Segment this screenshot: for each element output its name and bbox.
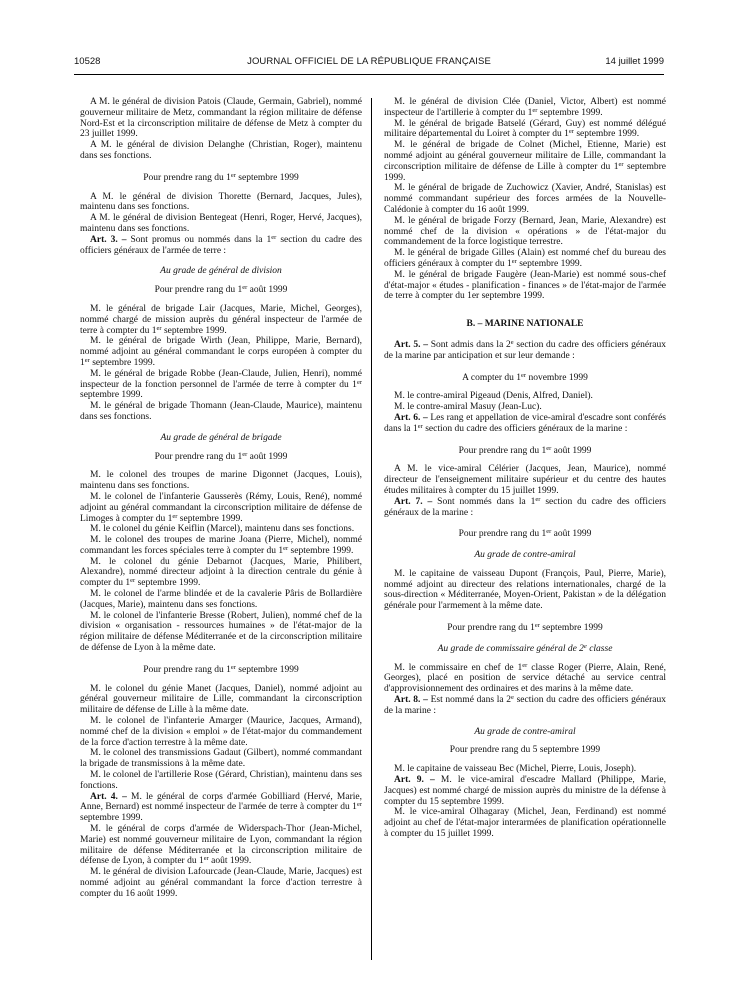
- rank-heading: A compter du 1er novembre 1999: [462, 371, 588, 383]
- article-8: Art. 8. – Est nommé dans la 2e section du cadre des officiers généraux de la marine :: [384, 694, 666, 716]
- paragraph: M. le général de brigade Wirth (Jean, Philippe, Marie, Bernard), nommé adjoint au général commandant le corps européen à compter du 1er septembre 1999.: [80, 336, 362, 368]
- rank-heading: Pour prendre rang du 5 septembre 1999: [449, 745, 601, 756]
- rank-heading: Pour prendre rang du 1er août 1999: [458, 528, 592, 540]
- paragraph: M. le général de brigade Thomann (Jean-Claude, Maurice), maintenu dans ses fonctions.: [80, 401, 362, 422]
- rank-heading: Pour prendre rang du 1er août 1999: [458, 444, 592, 456]
- paragraph: M. le colonel de l'infanterie Amarger (Maurice, Jacques, Armand), nommé chef de la division « emploi » de l'état-major du commandement de la force d'action terrestre à la même date.: [80, 716, 362, 748]
- paragraph: M. le vice-amiral Olhagaray (Michel, Jean, Ferdinand) est nommé adjoint au chef de l'état-major interarmées de planification opérationnelle à compter du 15 juillet 1999.: [384, 807, 666, 840]
- article-4: Art. 4. – M. le général de corps d'armée Gobilliard (Hervé, Marie, Anne, Bernard) est nommé inspecteur de l'armée de terre à compter du 1er septembre 1999.: [80, 791, 362, 824]
- paragraph: A M. le général de division Bentegeat (Henri, Roger, Hervé, Jacques), maintenu dans ses fonctions.: [80, 213, 362, 234]
- paragraph: M. le général de brigade Lair (Jacques, Marie, Michel, Georges), nommé chargé de mission auprès du général inspecteur de l'armée de terre à compter du 1er septembre 1999.: [80, 303, 362, 336]
- paragraph: A M. le général de division Thorette (Bernard, Jacques, Jules), maintenu dans ses fonctions.: [80, 191, 362, 213]
- grade-heading: Au grade de commissaire général de 2e classe: [437, 642, 613, 654]
- header-rule: [74, 74, 664, 75]
- journal-title: JOURNAL OFFICIEL DE LA RÉPUBLIQUE FRANÇAISE: [247, 56, 491, 67]
- article-6: Art. 6. – Les rang et appellation de vice-amiral d'escadre sont conférés dans la 1er section du cadre des officiers généraux de la marine :: [384, 412, 667, 434]
- paragraph: M. le capitaine de vaisseau Dupont (François, Paul, Pierre, Marie), nommé adjoint au directeur des relations internationales, chargé de la sous-direction « Méditerranée, Moyen-Orient, Pakistan » de la délégation générale pour l'armement à la même date.: [384, 568, 666, 612]
- paragraph: M. le général de brigade Gilles (Alain) est nommé chef du bureau des officiers généraux à compter du 1er septembre 1999.: [384, 248, 666, 269]
- article-7: Art. 7. – Sont nommés dans la 1er section du cadre des officiers généraux de la marine :: [384, 495, 666, 518]
- left-column: [80, 97, 362, 900]
- paragraph: M. le général de brigade Forzy (Bernard, Jean, Marie, Alexandre) est nommé chef de la division « opérations » de l'état-major du commandement de la force logistique terrestre.: [384, 215, 666, 248]
- paragraph: M. le colonel du génie Keiflin (Marcel), maintenu dans ses fonctions.: [90, 524, 355, 535]
- grade-heading: Au grade de général de brigade: [160, 432, 282, 443]
- rank-heading: Pour prendre rang du 1er août 1999: [154, 284, 288, 296]
- paragraph: M. le commissaire en chef de 1er classe Roger (Pierre, Alain, René, Georges), placé en position de service détaché au service central d'approvisionnement des ordinaires et des marins à la même date.: [384, 661, 666, 695]
- paragraph: M. le colonel des transmissions Gadaut (Gilbert), nommé commandant la brigade de transmissions à la même date.: [80, 748, 362, 770]
- article-9: Art. 9. – M. le vice-amiral d'escadre Mallard (Philippe, Marie, Jacques) est nommé chargé de mission auprès du ministre de la défense à compter du 15 septembre 1999.: [384, 775, 666, 807]
- article-label: Art. 8. –: [394, 695, 428, 706]
- article-label: Art. 5. –: [394, 339, 428, 350]
- issue-date: 14 juillet 1999: [605, 56, 664, 67]
- paragraph: M. le général de brigade Robbe (Jean-Claude, Julien, Henri), nommé inspecteur de la fonction personnel de l'armée de terre à compter du 1er septembre 1999.: [80, 368, 362, 401]
- rank-heading: Pour prendre rang du 1er septembre 1999: [143, 663, 299, 675]
- paragraph: M. le colonel des troupes de marine Joana (Pierre, Michel), nommé commandant les forces spéciales terre à compter du 1er septembre 1999.: [80, 535, 362, 556]
- paragraph: M. le général de corps d'armée de Widerspach-Thor (Jean-Michel, Marie) est nommé gouverneur militaire de Lyon, commandant la région militaire de défense Méditerranée et la circonscription militaire de défense de Lyon, à compter du 1er août 1999.: [80, 824, 362, 867]
- paragraph: M. le colonel de l'infanterie Gausserès (Rémy, Louis, René), nommé adjoint au général commandant la circonscription militaire de défense de Limoges à compter du 1er septembre 1999.: [80, 491, 362, 524]
- paragraph: M. le colonel du génie Debarnot (Jacques, Marie, Philibert, Alexandre), nommé directeur adjoint à la direction centrale du génie à compter du 1er septembre 1999.: [80, 556, 362, 589]
- paragraph: M. le capitaine de vaisseau Bec (Michel, Pierre, Louis, Joseph).: [394, 764, 637, 775]
- paragraph: M. le colonel de l'infanterie Bresse (Robert, Julien), nommé chef de la division « organisation - ressources humaines » de l'état-major de la région militaire de défense Méditerranée et de la circonscription militaire de défense de Lyon à la même date.: [80, 610, 362, 654]
- paragraph: M. le colonel de l'artillerie Rose (Gérard, Christian), maintenu dans ses fonctions.: [80, 770, 362, 791]
- grade-heading: Au grade de contre-amiral: [474, 550, 576, 561]
- paragraph: M. le contre-amiral Pigeaud (Denis, Alfred, Daniel).: [394, 391, 593, 402]
- section-heading: B. – MARINE NATIONALE: [466, 319, 584, 330]
- paragraph: M. le général de brigade de Colnet (Michel, Etienne, Marie) est nommé adjoint au général gouverneur militaire de Lille, commandant la circonscription militaire de défense de Lille à compter du 1er septembre 1999.: [384, 140, 666, 183]
- article-label: Art. 6. –: [394, 412, 428, 423]
- paragraph: M. le général de division Lafourcade (Jean-Claude, Marie, Jacques) est nommé adjoint au général commandant la force d'action terrestre à compter du 16 août 1999.: [80, 867, 362, 899]
- article-3: Art. 3. – Sont promus ou nommés dans la 1er section du cadre des officiers généraux de l'armée de terre :: [80, 233, 362, 256]
- column-divider: [371, 98, 372, 960]
- paragraph: A M. le général de division Patois (Claude, Germain, Gabriel), nommé gouverneur militaire de Metz, commandant la région militaire de défense Nord-Est et la circonscription militaire de défense de Metz à compter du 23 juillet 1999.: [80, 97, 362, 140]
- paragraph: M. le colonel du génie Manet (Jacques, Daniel), nommé adjoint au général gouverneur militaire de Lille, commandant la circonscription militaire de défense de Lille à la même date.: [80, 683, 362, 716]
- article-5: Art. 5. – Sont admis dans la 2e section du cadre des officiers généraux de la marine par anticipation et sur leur demande :: [384, 338, 666, 361]
- paragraph: A M. le vice-amiral Célérier (Jacques, Jean, Maurice), nommé directeur de l'enseignement militaire supérieur et du centre des hautes études militaires à compter du 15 juillet 1999.: [384, 464, 666, 496]
- article-label: Art. 3. –: [90, 234, 127, 245]
- paragraph: M. le général de brigade de Zuchowicz (Xavier, André, Stanislas) est nommé commandant supérieur des forces armées de la Nouvelle-Calédonie à compter du 16 août 1999.: [384, 183, 666, 215]
- paragraph: M. le colonel de l'arme blindée et de la cavalerie Pâris de Bollardière (Jacques, Marie), maintenu dans ses fonctions.: [80, 589, 362, 610]
- grade-heading: Au grade de général de division: [160, 266, 282, 277]
- paragraph: M. le colonel des troupes de marine Digonnet (Jacques, Louis), maintenu dans ses fonctions.: [80, 470, 362, 492]
- paragraph: M. le général de brigade Batselé (Gérard, Guy) est nommé délégué militaire départemental du Loiret à compter du 1er septembre 1999.: [384, 118, 666, 140]
- rank-heading: Pour prendre rang du 1er août 1999: [154, 450, 288, 462]
- rank-heading: Pour prendre rang du 1er septembre 1999: [143, 171, 299, 183]
- page-header: [74, 56, 664, 70]
- grade-heading: Au grade de contre-amiral: [474, 726, 576, 737]
- paragraph: M. le général de brigade Faugère (Jean-Marie) est nommé sous-chef d'état-major « études - planification - finances » de l'état-major de l'armée de terre à compter du 1er septembre 1999.: [384, 269, 666, 302]
- paragraph: A M. le général de division Delanghe (Christian, Roger), maintenu dans ses fonctions.: [80, 140, 362, 161]
- paragraph: M. le général de division Clée (Daniel, Victor, Albert) est nommé inspecteur de l'artillerie à compter du 1er septembre 1999.: [384, 97, 666, 118]
- article-label: Art. 7. –: [394, 496, 433, 507]
- rank-heading: Pour prendre rang du 1er septembre 1999: [447, 622, 603, 634]
- page-number: 10528: [74, 56, 101, 67]
- paragraph: M. le contre-amiral Masuy (Jean-Luc).: [394, 402, 542, 413]
- article-label: Art. 4. –: [90, 791, 127, 802]
- article-label: Art. 9. –: [394, 775, 435, 786]
- right-column: [384, 97, 666, 840]
